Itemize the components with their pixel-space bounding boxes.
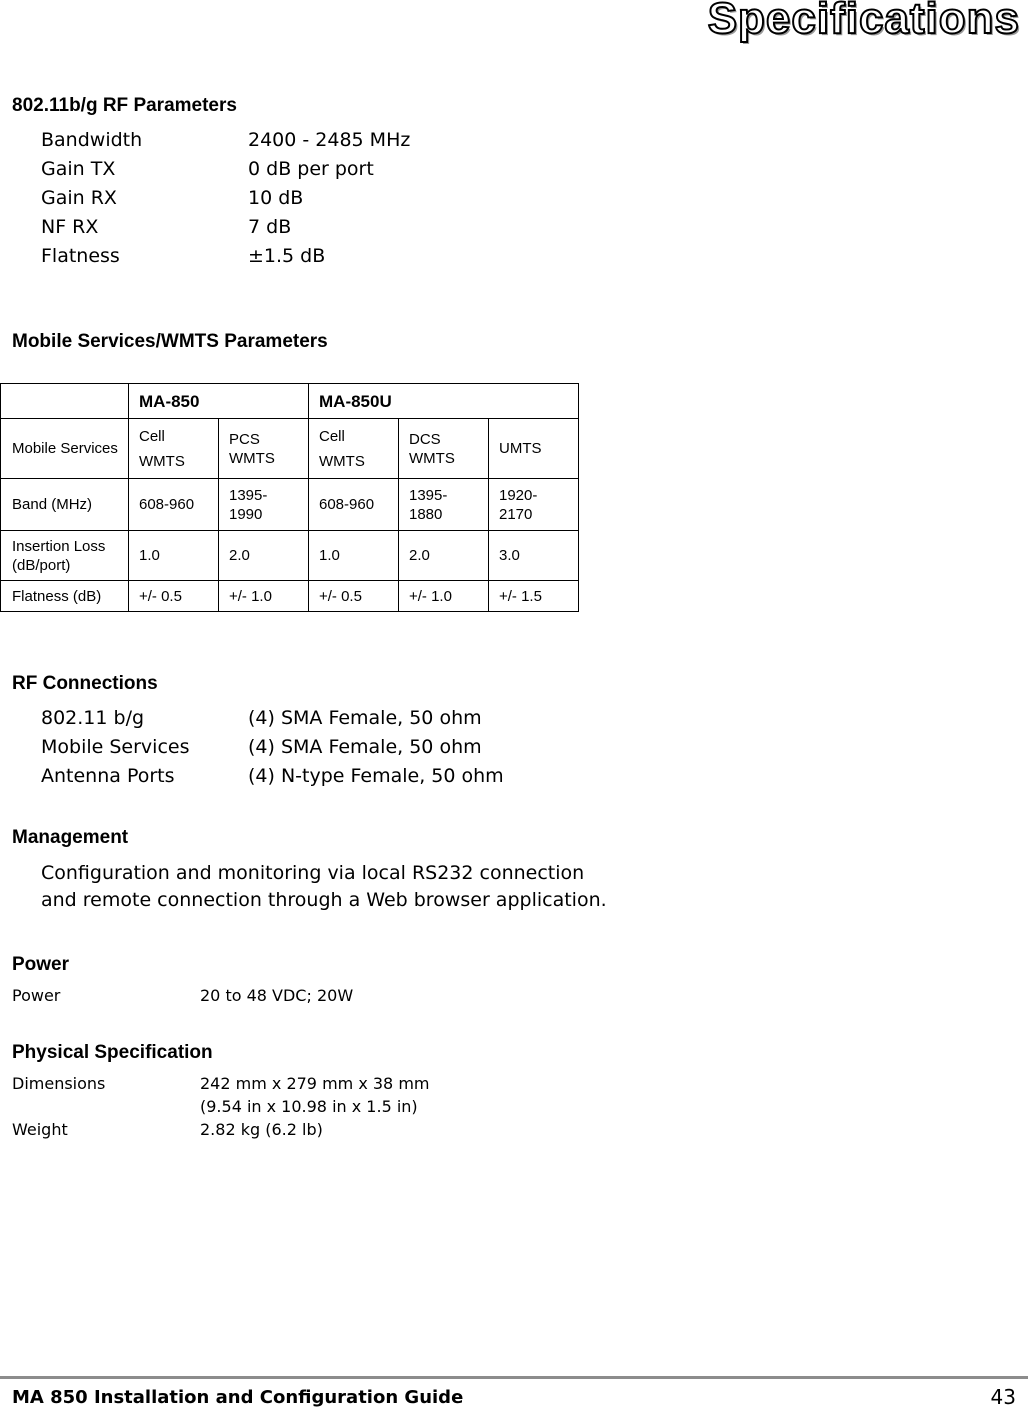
- dimensions-label: Dimensions: [12, 1074, 106, 1093]
- band-cell: 1395-1880: [399, 479, 489, 531]
- loss-cell: 1.0: [129, 531, 219, 581]
- connection-label: Antenna Ports: [41, 765, 175, 787]
- service-line: WMTS: [319, 452, 365, 470]
- loss-cell: 2.0: [399, 531, 489, 581]
- dimensions-value-imperial: (9.54 in x 10.98 in x 1.5 in): [200, 1097, 418, 1116]
- flatness-cell: +/- 1.0: [399, 581, 489, 612]
- flatness-cell: +/- 0.5: [129, 581, 219, 612]
- management-heading: Management: [12, 827, 129, 848]
- flatness-cell: +/- 0.5: [309, 581, 399, 612]
- loss-cell: 3.0: [489, 531, 579, 581]
- power-label: Power: [12, 986, 61, 1005]
- page-title: Specifications: [707, 0, 1020, 43]
- param-value: 7 dB: [248, 216, 292, 238]
- table-row: [1, 531, 579, 581]
- management-text: [41, 860, 607, 914]
- management-line: and remote connection through a Web browser application.: [41, 889, 607, 911]
- param-label: Gain TX: [41, 158, 116, 180]
- service-line: Cell: [139, 427, 165, 445]
- loss-cell: 2.0: [219, 531, 309, 581]
- connection-value: (4) SMA Female, 50 ohm: [248, 707, 482, 729]
- param-value: 2400 - 2485 MHz: [248, 129, 411, 151]
- connection-label: 802.11 b/g: [41, 707, 145, 729]
- table-corner-cell: [1, 384, 129, 419]
- connection-value: (4) SMA Female, 50 ohm: [248, 736, 482, 758]
- service-line: Cell: [319, 427, 345, 445]
- row-label: Insertion Loss (dB/port): [1, 531, 129, 581]
- band-cell: 1920-2170: [489, 479, 579, 531]
- wmts-heading: Mobile Services/WMTS Parameters: [12, 331, 328, 352]
- service-cell: PCS WMTS: [219, 419, 309, 479]
- table-header-row: [1, 384, 579, 419]
- service-cell: UMTS: [489, 419, 579, 479]
- power-heading: Power: [12, 954, 70, 975]
- service-cell: [309, 419, 399, 479]
- loss-cell: 1.0: [309, 531, 399, 581]
- power-value: 20 to 48 VDC; 20W: [200, 986, 354, 1005]
- param-value: 10 dB: [248, 187, 304, 209]
- band-cell: 1395-1990: [219, 479, 309, 531]
- group-header-ma850: MA-850: [129, 384, 309, 419]
- service-cell: DCS WMTS: [399, 419, 489, 479]
- weight-value: 2.82 kg (6.2 lb): [200, 1120, 323, 1139]
- page-number: 43: [990, 1385, 1016, 1409]
- param-label: NF RX: [41, 216, 99, 238]
- row-label: Flatness (dB): [1, 581, 129, 612]
- band-cell: 608-960: [129, 479, 219, 531]
- param-label: Gain RX: [41, 187, 117, 209]
- connection-value: (4) N-type Female, 50 ohm: [248, 765, 504, 787]
- table-row: [1, 419, 579, 479]
- service-line: WMTS: [139, 452, 185, 470]
- weight-label: Weight: [12, 1120, 68, 1139]
- rf-connections-heading: RF Connections: [12, 673, 158, 694]
- connection-label: Mobile Services: [41, 736, 190, 758]
- dimensions-value: 242 mm x 279 mm x 38 mm: [200, 1074, 430, 1093]
- flatness-cell: +/- 1.0: [219, 581, 309, 612]
- band-cell: 608-960: [309, 479, 399, 531]
- management-line: Configuration and monitoring via local RS232 connection: [41, 862, 585, 884]
- service-cell: [129, 419, 219, 479]
- flatness-cell: +/- 1.5: [489, 581, 579, 612]
- param-label: Bandwidth: [41, 129, 143, 151]
- footer-divider: [0, 1376, 1028, 1379]
- param-value: ±1.5 dB: [248, 245, 326, 267]
- table-row: [1, 479, 579, 531]
- physical-heading: Physical Specification: [12, 1042, 213, 1063]
- param-label: Flatness: [41, 245, 120, 267]
- rf-params-heading: 802.11b/g RF Parameters: [12, 95, 237, 116]
- group-header-ma850u: MA-850U: [309, 384, 579, 419]
- footer-guide-title: MA 850 Installation and Configuration Guide: [12, 1387, 464, 1408]
- param-value: 0 dB per port: [248, 158, 374, 180]
- table-row: [1, 581, 579, 612]
- row-label: Band (MHz): [1, 479, 129, 531]
- wmts-table: [0, 383, 579, 612]
- row-label: Mobile Services: [1, 419, 129, 479]
